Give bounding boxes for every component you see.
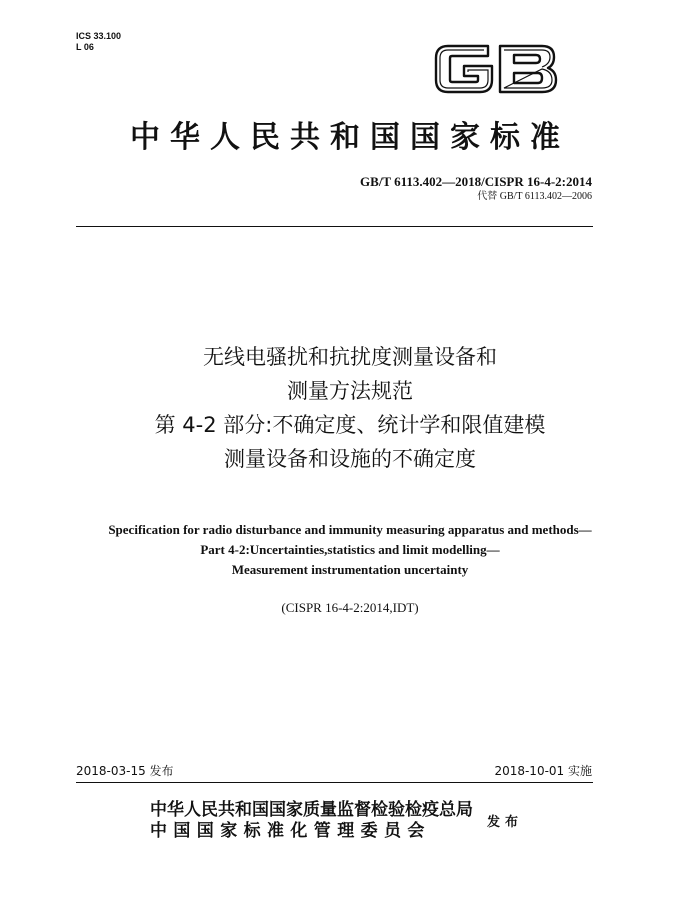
national-standard-title: 中华人民共和国国家标准: [130, 120, 570, 155]
english-title: [50, 520, 650, 580]
chinese-title-line-2: 测量方法规范: [287, 379, 413, 403]
english-title-line-3: Measurement instrumentation uncertainty: [231, 562, 469, 577]
issue-date: 2018-03-15 发布: [76, 764, 174, 778]
ccs-code: L 06: [76, 42, 94, 52]
chinese-title-line-3: 第 4-2 部分:不确定度、统计学和限值建模: [154, 413, 546, 437]
chinese-title-line-1: 无线电骚扰和抗扰度测量设备和: [203, 345, 497, 369]
publish-label: 发布: [487, 815, 524, 830]
ics-code: ICS 33.100: [76, 31, 122, 41]
issuing-organizations: [150, 800, 473, 842]
footer-divider: [76, 782, 593, 783]
english-title-line-2: Part 4-2:Uncertainties,statistics and limit modelling—: [200, 542, 500, 557]
english-title-line-1: Specification for radio disturbance and immunity measuring apparatus and methods—: [108, 522, 592, 537]
equivalence-note: (CISPR 16-4-2:2014,IDT): [281, 600, 419, 615]
chinese-title-line-4: 测量设备和设施的不确定度: [224, 447, 476, 471]
standard-number: GB/T 6113.402—2018/CISPR 16-4-2:2014: [360, 174, 592, 189]
issuing-org-2: 中国国家标准化管理委员会: [150, 821, 431, 841]
issuing-org-1: 中华人民共和国国家质量监督检验检疫总局: [150, 800, 473, 820]
chinese-title: [60, 340, 640, 476]
header-divider: [76, 226, 593, 227]
classification-codes: [76, 31, 121, 53]
replaces-standard: 代替 GB/T 6113.402—2006: [477, 191, 592, 202]
implementation-date: 2018-10-01 实施: [494, 764, 592, 778]
gb-logo: [430, 40, 562, 98]
